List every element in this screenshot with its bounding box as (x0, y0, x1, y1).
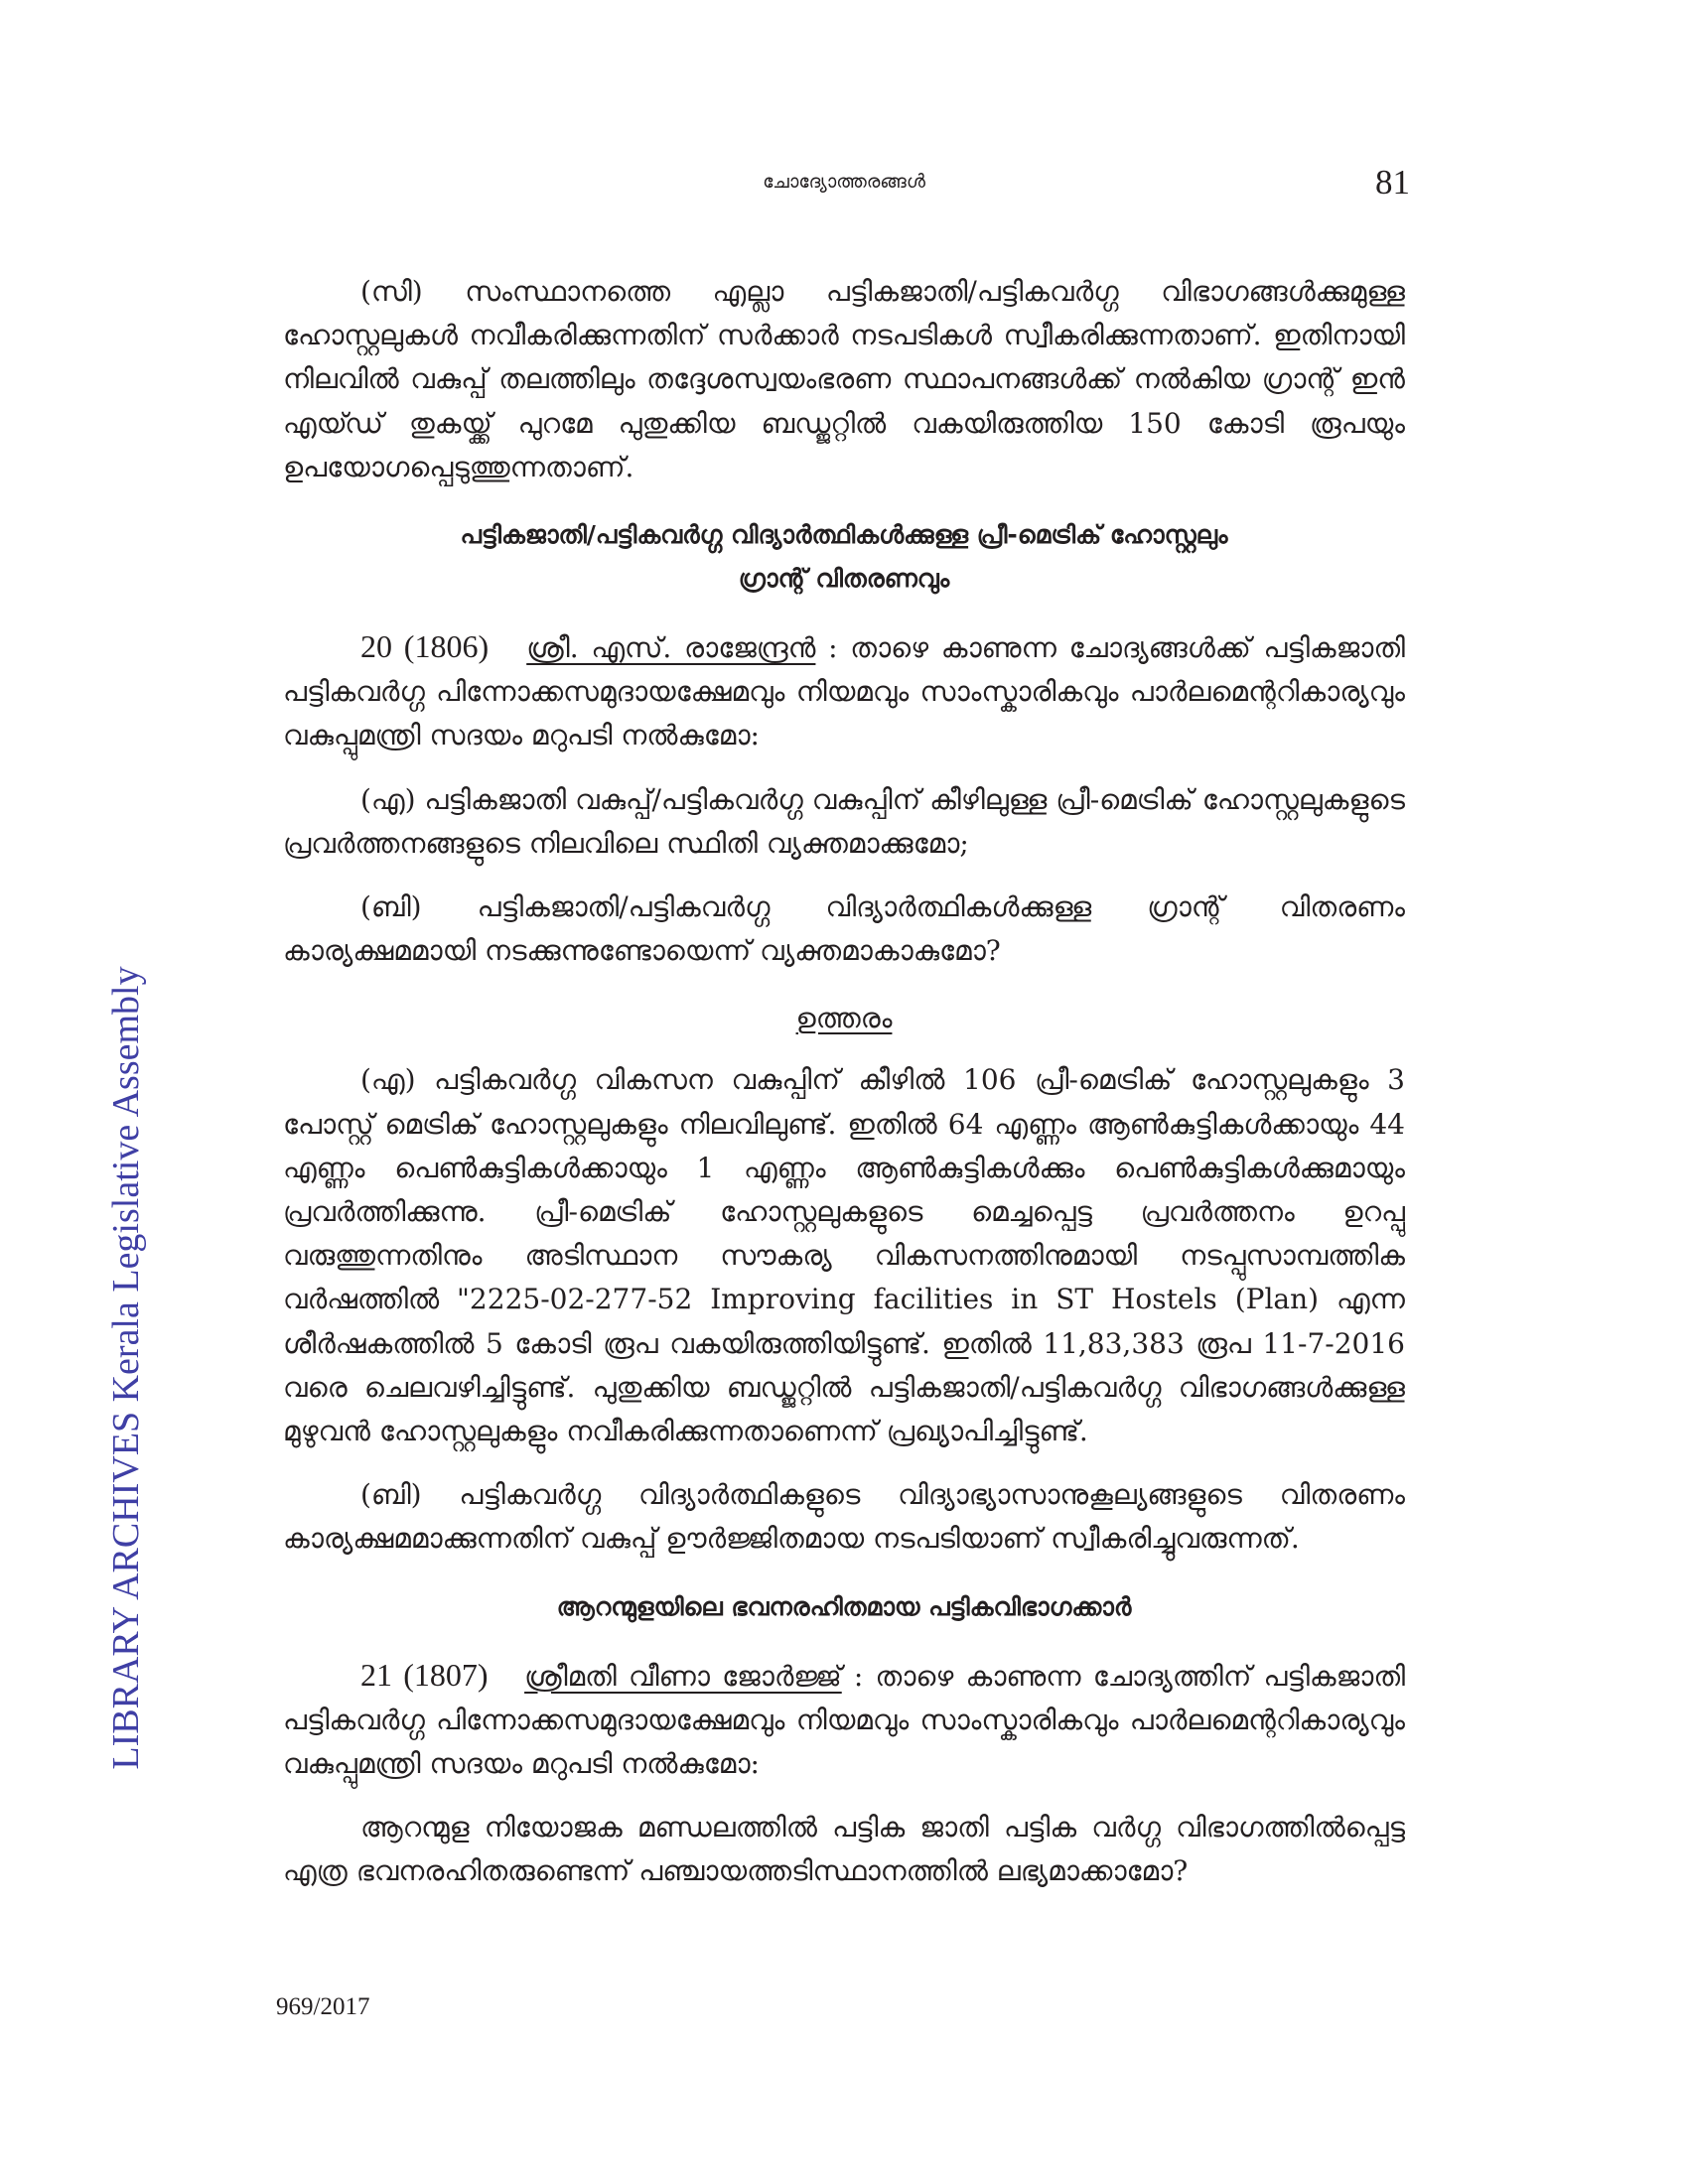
question-20-member: ശ്രീ. എസ്. രാജേന്ദ്രൻ (526, 631, 816, 665)
question-20-heading-line-1: പട്ടികജാതി/പട്ടികവർഗ്ഗ വിദ്യാർത്ഥികൾക്കുള്ള പ്രീ-മെട്രിക് ഹോസ്റ്റലും (460, 520, 1228, 550)
page-number: 81 (1375, 163, 1410, 202)
answer-heading (283, 999, 1405, 1038)
question-21-heading: ആറന്മുളയിലെ ഭവനരഹിതമായ പട്ടികവിഭാഗക്കാർ (556, 1591, 1132, 1621)
question-20-heading-line-2: ഗ്രാന്റ് വിതരണവും (738, 564, 950, 594)
question-20-body: : താഴെ കാണുന്ന ചോദ്യങ്ങൾക്ക് പട്ടികജാതി പട്ടികവർഗ്ഗ പിന്നോക്കസമുദായക്ഷേമവും നിയമവും സാംസ്കാരികവും പാർലമെന്ററികാര്യവും വകുപ്പുമന്ത്രി സദയം മറുപടി നൽകുമോ: (283, 631, 1405, 752)
question-20-part-a: (എ) പട്ടികജാതി വകുപ്പ്/പട്ടികവർഗ്ഗ വകുപ്പിന് കീഴിലുള്ള പ്രീ-മെട്രിക് ഹോസ്റ്റലുകളുടെ പ്രവർത്തനങ്ങളുടെ നിലവിലെ സ്ഥിതി വ്യക്തമാക്കുമോ; (283, 782, 1405, 860)
question-21-number: 21 (1807) (360, 1656, 489, 1693)
answer-20-b: (ബി) പട്ടികവർഗ്ഗ വിദ്യാർത്ഥികളുടെ വിദ്യാഭ്യാസാനുകൂല്യങ്ങളുടെ വിതരണം കാര്യക്ഷമമാക്കുന്നതിന് വകുപ്പ് ഊർജ്ജിതമായ നടപടിയാണ് സ്വീകരിച്ചുവരുന്നത്. (283, 1478, 1405, 1556)
page-body (283, 270, 1405, 1894)
question-20-text (283, 624, 1405, 758)
question-21-body: : താഴെ കാണുന്ന ചോദ്യത്തിന് പട്ടികജാതി പട്ടികവർഗ്ഗ പിന്നോക്കസമുദായക്ഷേമവും നിയമവും സാംസ്കാരികവും പാർലമെന്ററികാര്യവും വകുപ്പുമന്ത്രി സദയം മറുപടി നൽകുമോ: (283, 1659, 1406, 1781)
question-21-sub-question: ആറന്മുള നിയോജക മണ്ഡലത്തിൽ പട്ടിക ജാതി പട്ടിക വർഗ്ഗ വിഭാഗത്തിൽപ്പെട്ട എത്ര ഭവനരഹിതരുണ്ടെന്ന് പഞ്ചായത്തടിസ്ഥാനത്തിൽ ലഭ്യമാക്കാമോ? (283, 1811, 1405, 1888)
question-20-heading (283, 513, 1405, 601)
question-21-member: ശ്രീമതി വീണാ ജോർജ്ജ് (524, 1659, 842, 1693)
running-header-title: ചോദ്യോത്തരങ്ങൾ (763, 171, 925, 193)
watermark-text: LIBRARY ARCHIVES Kerala Legislative Assembly (105, 966, 147, 1770)
question-20-number: 20 (1806) (360, 628, 490, 665)
intro-paragraph: (സി) സംസ്ഥാനത്തെ എല്ലാ പട്ടികജാതി/പട്ടികവർഗ്ഗ വിഭാഗങ്ങൾക്കുമുള്ള ഹോസ്റ്റലുകൾ നവീകരിക്കുന്നതിന് സർക്കാർ നടപടികൾ സ്വീകരിക്കുന്നതാണ്. ഇതിനായി നിലവിൽ വകുപ്പ് തലത്തിലും തദ്ദേശസ്വയംഭരണ സ്ഥാപനങ്ങൾക്ക് നൽകിയ ഗ്രാന്റ് ഇൻ എയ്ഡ് തുകയ്ക്ക് പുറമേ പുതുക്കിയ ബഡ്ജറ്റിൽ വകയിരുത്തിയ 150 കോടി രൂപയും ഉപയോഗപ്പെടുത്തുന്നതാണ്. (283, 275, 1405, 483)
document-code: 969/2017 (276, 1993, 370, 2020)
question-20-part-b: (ബി) പട്ടികജാതി/പട്ടികവർഗ്ഗ വിദ്യാർത്ഥികൾക്കുള്ള ഗ്രാന്റ് വിതരണം കാര്യക്ഷമമായി നടക്കുന്നുണ്ടോയെന്ന് വ്യക്തമാകാകുമോ? (283, 890, 1405, 968)
question-21-text (283, 1653, 1405, 1787)
answer-label: ഉത്തരം (795, 1002, 893, 1035)
answer-20-a: (എ) പട്ടികവർഗ്ഗ വികസന വകുപ്പിന് കീഴിൽ 106 പ്രീ-മെട്രിക് ഹോസ്റ്റലുകളും 3 പോസ്റ്റ് മെട്രിക് ഹോസ്റ്റലുകളും നിലവിലുണ്ട്. ഇതിൽ 64 എണ്ണം ആൺകുട്ടികൾക്കായും 44 എണ്ണം പെൺകുട്ടികൾക്കായും 1 എണ്ണം ആൺകുട്ടികൾക്കും പെൺകുട്ടികൾക്കുമായും പ്രവർത്തിക്കുന്നു. പ്രീ-മെട്രിക് ഹോസ്റ്റലുകളുടെ മെച്ചപ്പെട്ട പ്രവർത്തനം ഉറപ്പു വരുത്തുന്നതിനും അടിസ്ഥാന സൗകര്യ വികസനത്തിനുമായി നടപ്പുസാമ്പത്തിക വർഷത്തിൽ "2225-02-277-52 Improving facilities in ST Hostels (Plan) എന്ന ശീർഷകത്തിൽ 5 കോടി രൂപ വകയിരുത്തിയിട്ടുണ്ട്. ഇതിൽ 11,83,383 രൂപ 11-7-2016 വരെ ചെലവഴിച്ചിട്ടുണ്ട്. പുതുക്കിയ ബഡ്ജറ്റിൽ പട്ടികജാതി/പട്ടികവർഗ്ഗ വിഭാഗങ്ങൾക്കുള്ള മുഴുവൻ ഹോസ്റ്റലുകളും നവീകരിക്കുന്നതാണെന്ന് പ്രഖ്യാപിച്ചിട്ടുണ്ട്. (283, 1063, 1405, 1448)
